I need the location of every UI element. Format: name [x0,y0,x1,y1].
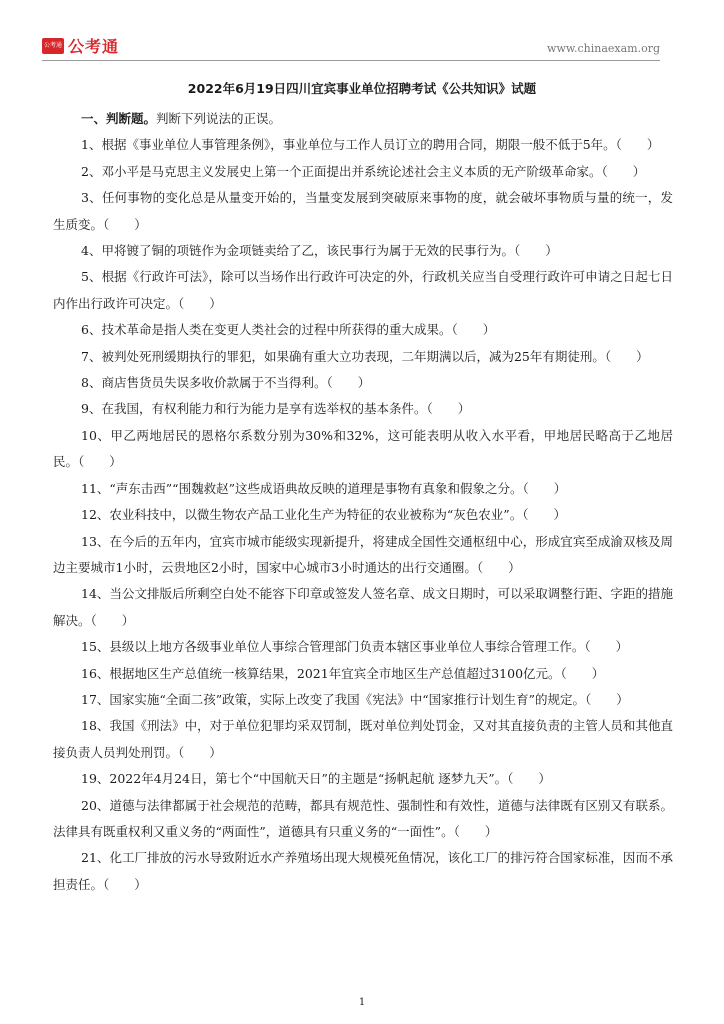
question-item: 3、任何事物的变化总是从量变开始的，当量变发展到突破原来事物的度，就会破坏事物质与量的统一，发生质变。（ ） [53,190,673,232]
question-item: 14、当公文排版后所剩空白处不能容下印章或签发人签名章、成文日期时，可以采取调整行距、字距的措施解决。（ ） [53,586,673,628]
page-number: 1 [358,997,366,1008]
section-title: 一、判断题。 [81,111,157,126]
document-body [53,106,673,898]
question-item: 8、商店售货员失误多收价款属于不当得利。（ ） [81,375,371,391]
question-item: 2、邓小平是马克思主义发展史上第一个正面提出并系统论述社会主义本质的无产阶级革命家。（ ） [81,163,646,179]
section-heading [53,106,673,132]
question-item: 19、2022年4月24日，第七个“中国航天日”的主题是“扬帆起航 逐梦九天”。（ ） [81,771,551,787]
logo-badge: 公考通 [42,38,64,54]
question-item: 5、根据《行政许可法》，除可以当场作出行政许可决定的外，行政机关应当自受理行政许可申请之日起七日内作出行政许可决定。（ ） [53,269,673,311]
logo-text: 公考通 [68,37,120,56]
question-item: 13、在今后的五年内，宜宾市城市能级实现新提升，将建成全国性交通枢纽中心，形成宜宾至成渝双核及周边主要城市1小时，云贵地区2小时，国家中心城市3小时通达的出行交通圈。（ ） [53,533,673,575]
document-title: 2022年6月19日四川宜宾事业单位招聘考试《公共知识》试题 [187,81,537,96]
question-item: 18、我国《刑法》中，对于单位犯罪均采双罚制，既对单位判处罚金，又对其直接负责的主管人员和其他直接负责人员判处刑罚。（ ） [53,718,673,760]
question-item: 1、根据《事业单位人事管理条例》，事业单位与工作人员订立的聘用合同，期限一般不低于5年。（ ） [81,137,660,153]
question-item: 6、技术革命是指人类在变更人类社会的过程中所获得的重大成果。（ ） [81,322,496,338]
question-item: 15、县级以上地方各级事业单位人事综合管理部门负责本辖区事业单位人事综合管理工作。（ ） [81,639,629,655]
question-item: 20、道德与法律都属于社会规范的范畴，都具有规范性、强制性和有效性，道德与法律既有区别又有联系。法律具有既重权利又重义务的“两面性”，道德具有只重义务的“一面性”。（ ） [53,797,673,839]
question-item: 11、“声东击西”“围魏救赵”这些成语典故反映的道理是事物有真象和假象之分。（ ） [81,480,567,496]
page-header [42,32,660,60]
question-item: 9、在我国，有权利能力和行为能力是享有选举权的基本条件。（ ） [81,401,471,417]
header-divider [42,60,660,61]
question-item: 16、根据地区生产总值统一核算结果，2021年宜宾全市地区生产总值超过3100亿元。（ ） [81,665,605,681]
question-item: 4、甲将镀了铜的项链作为金项链卖给了乙，该民事行为属于无效的民事行为。（ ） [81,243,558,259]
question-item: 21、化工厂排放的污水导致附近水产养殖场出现大规模死鱼情况，该化工厂的排污符合国家标准，因而不承担责任。（ ） [53,850,673,892]
question-item: 7、被判处死刑缓期执行的罪犯，如果确有重大立功表现，二年期满以后，减为25年有期徒刑。（ ） [81,348,649,364]
question-item: 12、农业科技中，以微生物农产品工业化生产为特征的农业被称为“灰色农业”。（ ） [81,507,566,523]
site-url: www.chinaexam.org [547,42,660,55]
brand-logo [42,34,119,57]
section-instruction: 判断下列说法的正误。 [156,111,282,126]
question-item: 10、甲乙两地居民的恩格尔系数分别为30%和32%，这可能表明从收入水平看，甲地居民略高于乙地居民。（ ） [53,427,673,470]
question-item: 17、国家实施“全面二孩”政策，实际上改变了我国《宪法》中“国家推行计划生育”的规定。（ ） [81,691,629,707]
